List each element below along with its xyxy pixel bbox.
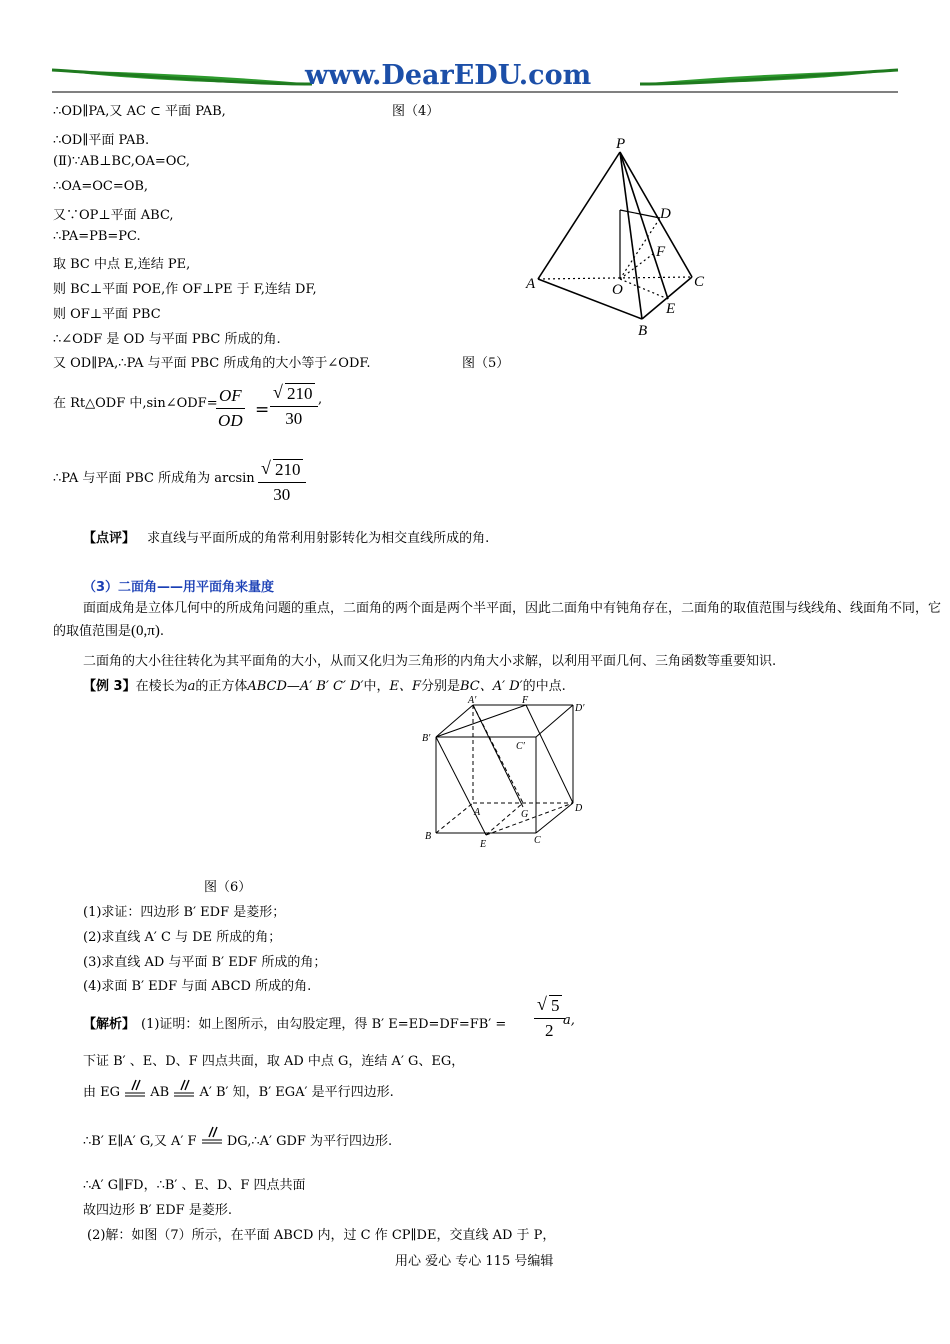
cube-figure	[418, 695, 593, 850]
solution-line-5: ∴A′ G∥FD，∴B′ 、E、D、F 四点共面	[83, 1178, 306, 1193]
solution-line-6: 故四边形 B′ EDF 是菱形.	[83, 1203, 232, 1218]
solution-line-3: 由 EG AB A′ B′ 知，B′ EGA′ 是平行四边形.	[83, 1081, 394, 1100]
cube-label-F: F	[522, 695, 529, 706]
label-B: B	[638, 323, 648, 339]
line-5: 又∵OP⊥平面 ABC,	[53, 208, 174, 223]
line-6: ∴PA=PB=PC.	[53, 229, 141, 244]
cube-label-C: C	[534, 835, 541, 846]
comma: ,	[318, 392, 323, 407]
line-11: 又 OD∥PA,∴PA 与平面 PBC 所成角的大小等于∠ODF.	[53, 356, 371, 371]
figure-6-caption: 图（6）	[204, 880, 252, 895]
equals-sign: =	[255, 400, 270, 420]
question-2: (2)求直线 A′ C 与 DE 所成的角；	[83, 930, 282, 945]
comment-label: 【点评】	[83, 531, 136, 546]
solution-line-1-end: a,	[563, 1013, 575, 1028]
question-3: (3)求直线 AD 与平面 B′ EDF 所成的角；	[83, 955, 327, 970]
line-3: (Ⅱ)∵AB⊥BC,OA=OC,	[53, 154, 191, 169]
section-3-paragraph-2: 二面角的大小往往转化为其平面角的大小，从而又化归为三角形的内角大小求解，以利用平面几何、三角函数等重要知识.	[83, 654, 777, 669]
cube-label-D1: D′	[575, 703, 585, 714]
figure-5-caption: 图（5）	[462, 356, 510, 371]
pyramid-figure	[520, 132, 720, 342]
cube-label-A1: A′	[468, 695, 477, 706]
comment	[83, 527, 489, 546]
label-F: F	[656, 244, 666, 260]
line-9: 则 OF⊥平面 PBC	[53, 307, 161, 322]
sin-line-prefix: 在 Rt△ODF 中,sin∠ODF=	[53, 396, 218, 411]
line-7: 取 BC 中点 E,连结 PE,	[53, 257, 191, 272]
page-footer: 用心 爱心 专心 115 号编辑	[395, 1254, 554, 1269]
label-A: A	[526, 276, 536, 292]
cube-label-A: A	[474, 807, 481, 818]
cube-label-D: D	[575, 803, 583, 814]
fraction-root210-over-30-b: √ 210 30	[258, 460, 306, 505]
section-3-paragraph-1: 面面成角是立体几何中的所成角问题的重点，二面角的两个面是两个半平面，因此二面角中有钝角存在，二面角的取值范围与线线角、线面角不同，它的取值范围是(0,π).	[53, 601, 942, 639]
arcsin-line-prefix: ∴PA 与平面 PBC 所成角为 arcsin	[53, 471, 255, 486]
fraction-of-od: OF OD	[216, 386, 245, 431]
line-10: ∴∠ODF 是 OD 与平面 PBC 所成的角.	[53, 332, 281, 347]
solution-line-2: 下证 B′ 、E、D、F 四点共面，取 AD 中点 G，连结 A′ G、EG，	[83, 1054, 465, 1069]
label-C: C	[694, 274, 705, 290]
label-D: D	[660, 206, 671, 222]
cube-label-B: B	[425, 831, 432, 842]
question-1: (1)求证：四边形 B′ EDF 是菱形；	[83, 905, 286, 920]
example-3-statement: 【例 3】在棱长为a的正方体ABCD—A′ B′ C′ D′中，E、F分别是BC、A′ D′的中点.	[83, 679, 566, 694]
line-4: ∴OA=OC=OB,	[53, 179, 149, 194]
parallel-equal-symbol	[124, 1086, 146, 1100]
parallel-equal-symbol-3	[201, 1135, 223, 1149]
range-value: (0,π)	[131, 623, 160, 639]
figure-4-caption: 图（4）	[392, 104, 440, 119]
fraction-root210-over-30-a: √ 210 30	[270, 384, 318, 429]
label-P: P	[616, 136, 626, 152]
cube-label-E: E	[480, 839, 487, 850]
comment-text: 求直线与平面所成的角常利用射影转化为相交直线所成的角.	[147, 531, 490, 546]
label-E: E	[666, 301, 676, 317]
parallel-equal-symbol-2	[173, 1086, 195, 1100]
line-1: ∴OD∥PA,又 AC ⊂ 平面 PAB,	[53, 104, 226, 119]
solution-line-4: ∴B′ E∥A′ G,又 A′ F DG,∴A′ GDF 为平行四边形.	[83, 1130, 392, 1149]
site-title: www.DearEDU.com	[305, 60, 592, 91]
cube-label-C1: C′	[516, 741, 525, 752]
question-4: (4)求面 B′ EDF 与面 ABCD 所成的角.	[83, 979, 312, 994]
cube-label-G: G	[521, 809, 529, 820]
fraction-root5-over-2: √ 5 2	[534, 996, 565, 1041]
cube-label-B1: B′	[422, 733, 431, 744]
line-2: ∴OD∥平面 PAB.	[53, 133, 150, 148]
label-O: O	[612, 282, 623, 298]
solution-line-1: 【解析】 (1)证明：如上图所示，由勾股定理，得 B′ E=ED=DF=FB′ =	[83, 1017, 507, 1032]
line-8: 则 BC⊥平面 POE,作 OF⊥PE 于 F,连结 DF,	[53, 282, 317, 297]
solution-line-7: (2)解：如图（7）所示，在平面 ABCD 内，过 C 作 CP∥DE，交直线 AD 于 P，	[87, 1228, 556, 1243]
section-3-title: （3）二面角——用平面角来量度	[83, 580, 275, 595]
